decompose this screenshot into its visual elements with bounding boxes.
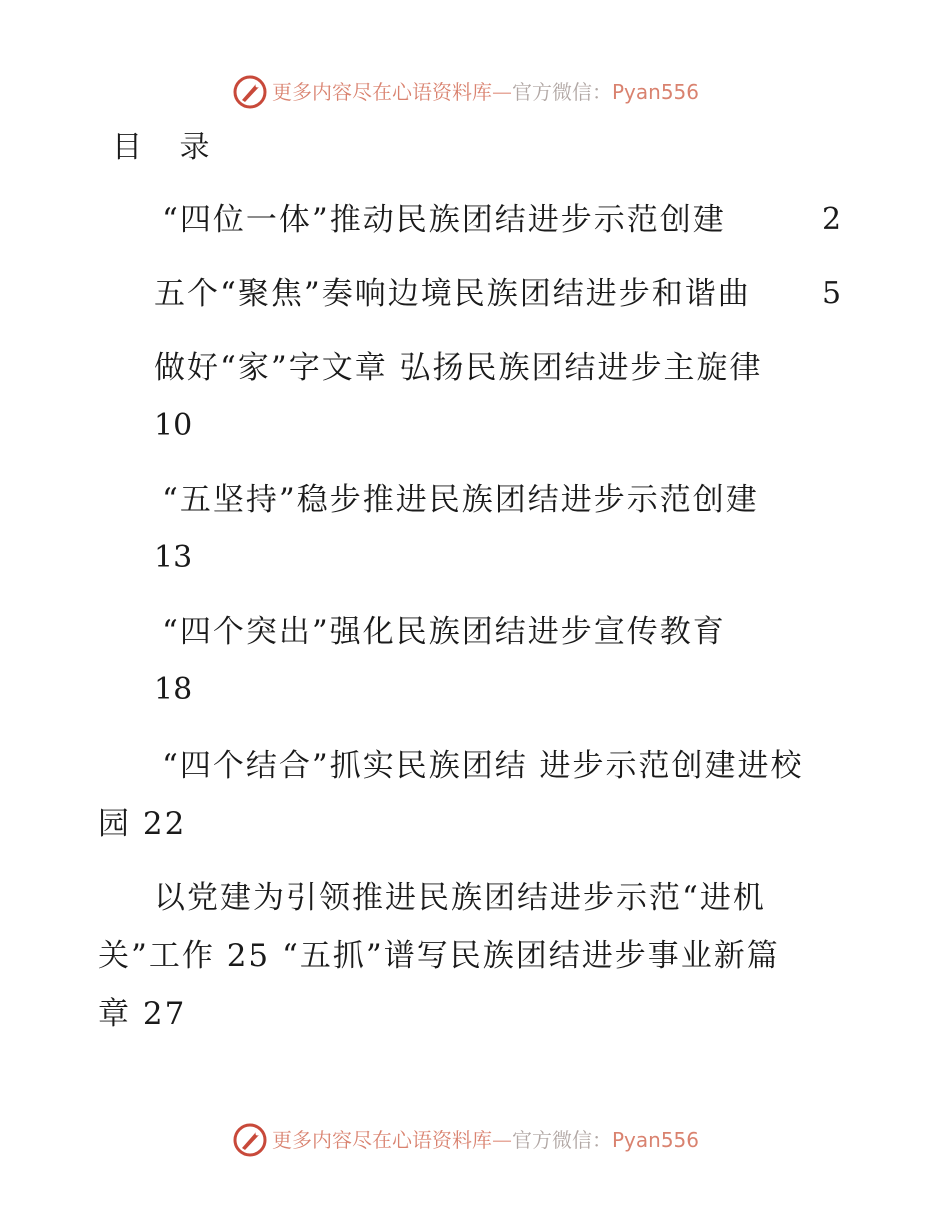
watermark-text [272, 1128, 699, 1152]
watermark-slogan: 更多内容尽在心语资料库 [272, 1128, 492, 1152]
toc-page-3: 10 [154, 408, 193, 443]
pen-logo-icon [232, 1122, 268, 1158]
toc-page-1: 2 [822, 202, 842, 237]
toc-entry-5: “四个突出”强化民族团结进步宣传教育 [162, 614, 726, 650]
toc-entry-4: “五坚持”稳步推进民族团结进步示范创建 [162, 482, 759, 518]
watermark-dash: — [492, 1128, 512, 1152]
toc-page-2: 5 [822, 276, 842, 311]
header-watermark [0, 72, 950, 112]
footer-watermark [0, 1120, 950, 1160]
pen-logo-icon [232, 74, 268, 110]
toc-entry-3: 做好“家”字文章 弘扬民族团结进步主旋律 [154, 350, 763, 386]
watermark-label: 官方微信： [512, 80, 612, 104]
toc-entry-6-cont: 园 22 [98, 806, 187, 842]
toc-title: 目 录 [112, 130, 224, 165]
toc-entry-7-cont: 关”工作 25 “五抓”谱写民族团结进步事业新篇 [98, 938, 780, 974]
toc-page-5: 18 [154, 672, 193, 707]
toc-page-4: 13 [154, 540, 193, 575]
toc-entry-1: “四位一体”推动民族团结进步示范创建 [162, 202, 726, 238]
watermark-account: Pyan556 [612, 80, 700, 104]
watermark-dash: — [492, 80, 512, 104]
watermark-account: Pyan556 [612, 1128, 700, 1152]
toc-entry-6: “四个结合”抓实民族团结 进步示范创建进校 [162, 748, 804, 784]
toc-entry-7: 以党建为引领推进民族团结进步示范“进机 [154, 880, 766, 916]
watermark-text [272, 80, 699, 104]
toc-entry-8-cont: 章 27 [98, 996, 187, 1032]
watermark-slogan: 更多内容尽在心语资料库 [272, 80, 492, 104]
toc-entry-2: 五个“聚焦”奏响边境民族团结进步和谐曲 [154, 276, 751, 312]
watermark-label: 官方微信： [512, 1128, 612, 1152]
